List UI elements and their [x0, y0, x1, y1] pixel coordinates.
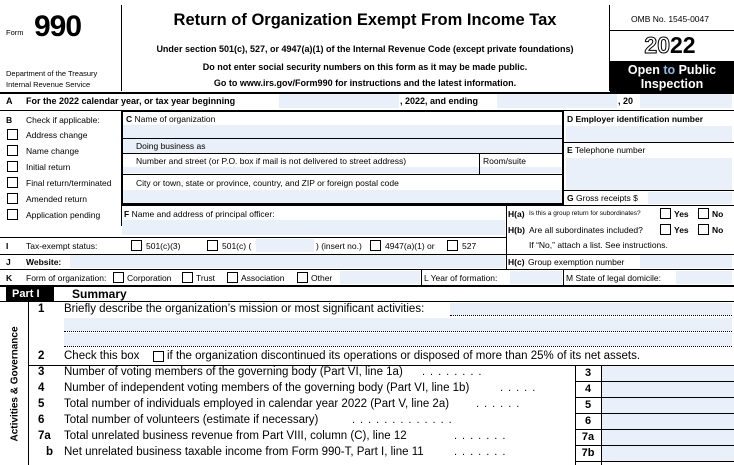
year-of-formation-field[interactable] [510, 271, 562, 284]
line-a-end: , 20 [618, 96, 634, 106]
line-7b-number: b [46, 446, 54, 458]
other-label: Other [311, 273, 333, 283]
room-suite-label: Room/suite [483, 156, 526, 166]
street-field[interactable] [123, 167, 479, 173]
org-name-label: C Name of organization [126, 114, 216, 124]
department-line1: Department of the Treasury [6, 69, 98, 78]
line-5-text: Total number of individuals employed in calendar year 2022 (Part V, line 2a) [64, 398, 450, 410]
mission-field-line1[interactable] [450, 303, 732, 315]
line-7a-text: Total unrelated business revenue from Part VIII, column (C), line 12 [64, 430, 407, 442]
hb-label: H(b) [508, 225, 525, 235]
city-field[interactable] [123, 190, 562, 203]
application-pending-label: Application pending [26, 210, 101, 220]
other-org-field[interactable] [340, 271, 420, 284]
tax-year-end-year-field[interactable] [640, 94, 732, 108]
telephone-field[interactable] [566, 158, 732, 190]
line-2-number: 2 [38, 350, 45, 362]
omb-number: OMB No. 1545-0047 [631, 14, 709, 24]
group-exemption-field[interactable] [640, 255, 732, 268]
ssn-warning: Do not enter social security numbers on this form as it may be made public. [202, 62, 528, 72]
line-i-letter: I [6, 241, 9, 251]
principal-officer-label: F Name and address of principal officer: [124, 209, 275, 219]
line-2-text-a: Check this box [64, 350, 140, 362]
mission-field-line3[interactable] [64, 333, 732, 346]
form-number: 990 [34, 10, 82, 43]
room-suite-field[interactable] [480, 167, 562, 173]
line-7a-leader: ....... [454, 430, 511, 442]
501c-checkbox[interactable] [207, 240, 218, 251]
hb-text: Are all subordinates included? [529, 225, 643, 235]
discontinued-operations-checkbox[interactable] [153, 351, 164, 362]
ein-label: D Employer identification number [567, 114, 704, 124]
mission-field-line2[interactable] [64, 318, 732, 331]
501c3-label: 501(c)(3) [146, 241, 181, 251]
4947a1-checkbox[interactable] [370, 240, 381, 251]
line-a-letter: A [6, 96, 13, 106]
hc-text: Group exemption number [528, 257, 625, 267]
line-4-box-label: 4 [584, 383, 592, 395]
line-3-leader: ........ [422, 366, 487, 378]
hb-yes-label: Yes [674, 225, 689, 235]
hb-no-label: No [712, 225, 724, 235]
line-7b-field[interactable] [602, 446, 734, 461]
line-6-text: Total number of volunteers (estimate if necessary) [64, 414, 319, 426]
line-i-row [0, 238, 506, 254]
line-k-letter: K [6, 273, 13, 283]
gross-receipts-label: G Gross receipts $ [567, 193, 638, 203]
line-1-text: Briefly describe the organization’s mission or most significant activities: [64, 303, 425, 315]
line-7b-text: Net unrelated business taxable income from Form 990-T, Part I, line 11 [64, 446, 424, 458]
line-6-box-label: 6 [584, 415, 592, 427]
line-4-leader: ..... [500, 382, 541, 394]
department-line2: Internal Revenue Service [6, 80, 91, 89]
line-3-box-label: 3 [584, 367, 592, 379]
line-5-number: 5 [38, 398, 45, 410]
line-5-leader: ...... [476, 398, 525, 410]
line-a-label: For the 2022 calendar year, or tax year beginning [26, 96, 236, 106]
line-7b-box-label: 7b [581, 447, 595, 459]
activities-governance-side-label: Activities & Governance [9, 325, 21, 442]
under-section-text: Under section 501(c), 527, or 4947(a)(1) of the Internal Revenue Code (except private foundations) [156, 44, 574, 54]
hb-yes-checkbox[interactable] [660, 224, 671, 235]
corporation-checkbox[interactable] [113, 272, 124, 283]
amended-return-checkbox[interactable] [7, 193, 18, 204]
website-label: Website: [26, 257, 62, 267]
tax-year-outline: 20 [644, 32, 670, 58]
line-4-text: Number of independent voting members of the governing body (Part VI, line 1b) [64, 382, 470, 394]
open-to-public-badge: Open to Public Inspection [610, 61, 734, 92]
city-label: City or town, state or province, country, and ZIP or foreign postal code [136, 178, 399, 188]
hb-if-no-note: If “No,” attach a list. See instructions. [529, 240, 668, 250]
state-of-domicile-label: M State of legal domicile: [566, 273, 661, 283]
department-label [6, 68, 97, 90]
ha-label: H(a) [508, 209, 525, 219]
ein-field[interactable] [566, 126, 732, 142]
501c-number-field[interactable] [256, 239, 314, 252]
section-b-label: Check if applicable: [26, 115, 100, 125]
tax-year-bold: 22 [670, 32, 696, 58]
street-label: Number and street (or P.O. box if mail is not delivered to street address) [136, 156, 407, 166]
final-return-checkbox[interactable] [7, 177, 18, 188]
tax-year [610, 31, 730, 59]
corporation-label: Corporation [127, 273, 172, 283]
telephone-label: E Telephone number [567, 145, 646, 155]
hc-label: H(c) [508, 257, 525, 267]
final-return-label: Final return/terminated [26, 178, 112, 188]
form-of-organization-label: Form of organization: [26, 273, 107, 283]
line-6-number: 6 [38, 414, 45, 426]
tax-year-begin-field[interactable] [279, 94, 399, 108]
form-title: Return of Organization Exempt From Income Tax [173, 11, 557, 29]
dba-label: Doing business as [136, 141, 206, 151]
line-2-text-b: if the organization discontinued its operations or disposed of more than 25% of its net assets. [167, 350, 641, 362]
line-3-field[interactable] [602, 366, 734, 381]
part-1-label: Part I [6, 287, 54, 301]
association-label: Association [241, 273, 285, 283]
line-5-box-label: 5 [584, 399, 592, 411]
line-j-row [0, 255, 734, 269]
501c3-checkbox[interactable] [131, 240, 142, 251]
line-j-letter: J [6, 257, 11, 267]
line-6-leader: ............. [352, 414, 457, 426]
gross-receipts-field[interactable] [648, 192, 732, 204]
ha-yes-checkbox[interactable] [660, 208, 671, 219]
part-1-title: Summary [72, 287, 127, 301]
527-label: 527 [462, 241, 477, 251]
tax-year-end-field[interactable] [497, 94, 617, 108]
initial-return-checkbox[interactable] [7, 161, 18, 172]
ha-no-label: No [712, 209, 724, 219]
state-of-domicile-field[interactable] [676, 271, 732, 284]
application-pending-checkbox[interactable] [7, 209, 18, 220]
line-a-mid: , 2022, and ending [400, 96, 479, 106]
section-deg [566, 111, 734, 206]
line-7a-box-label: 7a [581, 431, 595, 443]
initial-return-label: Initial return [26, 162, 71, 172]
other-checkbox[interactable] [297, 272, 308, 283]
trust-checkbox[interactable] [182, 272, 193, 283]
line-6-field[interactable] [602, 414, 734, 429]
insert-no-label: ) (insert no.) [316, 241, 362, 251]
amended-return-label: Amended return [26, 194, 87, 204]
section-c [121, 110, 564, 205]
line-7b-leader: ....... [454, 446, 511, 458]
trust-label: Trust [196, 273, 216, 283]
line-3-number: 3 [38, 366, 45, 378]
ha-text: Is this a group return for subordinates? [529, 210, 641, 217]
line-7a-field[interactable] [602, 430, 734, 445]
4947a1-label: 4947(a)(1) or [385, 241, 435, 251]
section-b-letter: B [6, 115, 13, 125]
line-4-number: 4 [38, 382, 45, 394]
ha-no-checkbox[interactable] [698, 208, 709, 219]
line-a-row [0, 93, 734, 110]
year-of-formation-label: L Year of formation: [424, 273, 498, 283]
org-name-field[interactable] [123, 125, 562, 138]
501c-label: 501(c) ( [222, 241, 252, 251]
line-3-text: Number of voting members of the governing body (Part VI, line 1a) [64, 366, 403, 378]
ha-yes-label: Yes [674, 209, 689, 219]
tax-exempt-status-label: Tax-exempt status: [26, 241, 98, 251]
line-7a-number: 7a [38, 430, 51, 442]
instructions-link-text[interactable]: Go to www.irs.gov/Form990 for instructions and the latest information. [213, 78, 517, 88]
section-b [0, 111, 121, 225]
principal-officer-field[interactable] [122, 220, 505, 235]
name-change-label: Name change [26, 146, 79, 156]
527-checkbox[interactable] [447, 240, 458, 251]
hb-no-checkbox[interactable] [698, 224, 709, 235]
form-label: Form [6, 28, 24, 37]
line-5-field[interactable] [602, 398, 734, 413]
line-1-number: 1 [38, 303, 45, 315]
website-field[interactable] [70, 255, 505, 268]
name-change-checkbox[interactable] [7, 145, 18, 156]
address-change-label: Address change [26, 130, 88, 140]
address-change-checkbox[interactable] [7, 129, 18, 140]
line-4-field[interactable] [602, 382, 734, 397]
association-checkbox[interactable] [227, 272, 238, 283]
line-k-row [0, 270, 734, 285]
